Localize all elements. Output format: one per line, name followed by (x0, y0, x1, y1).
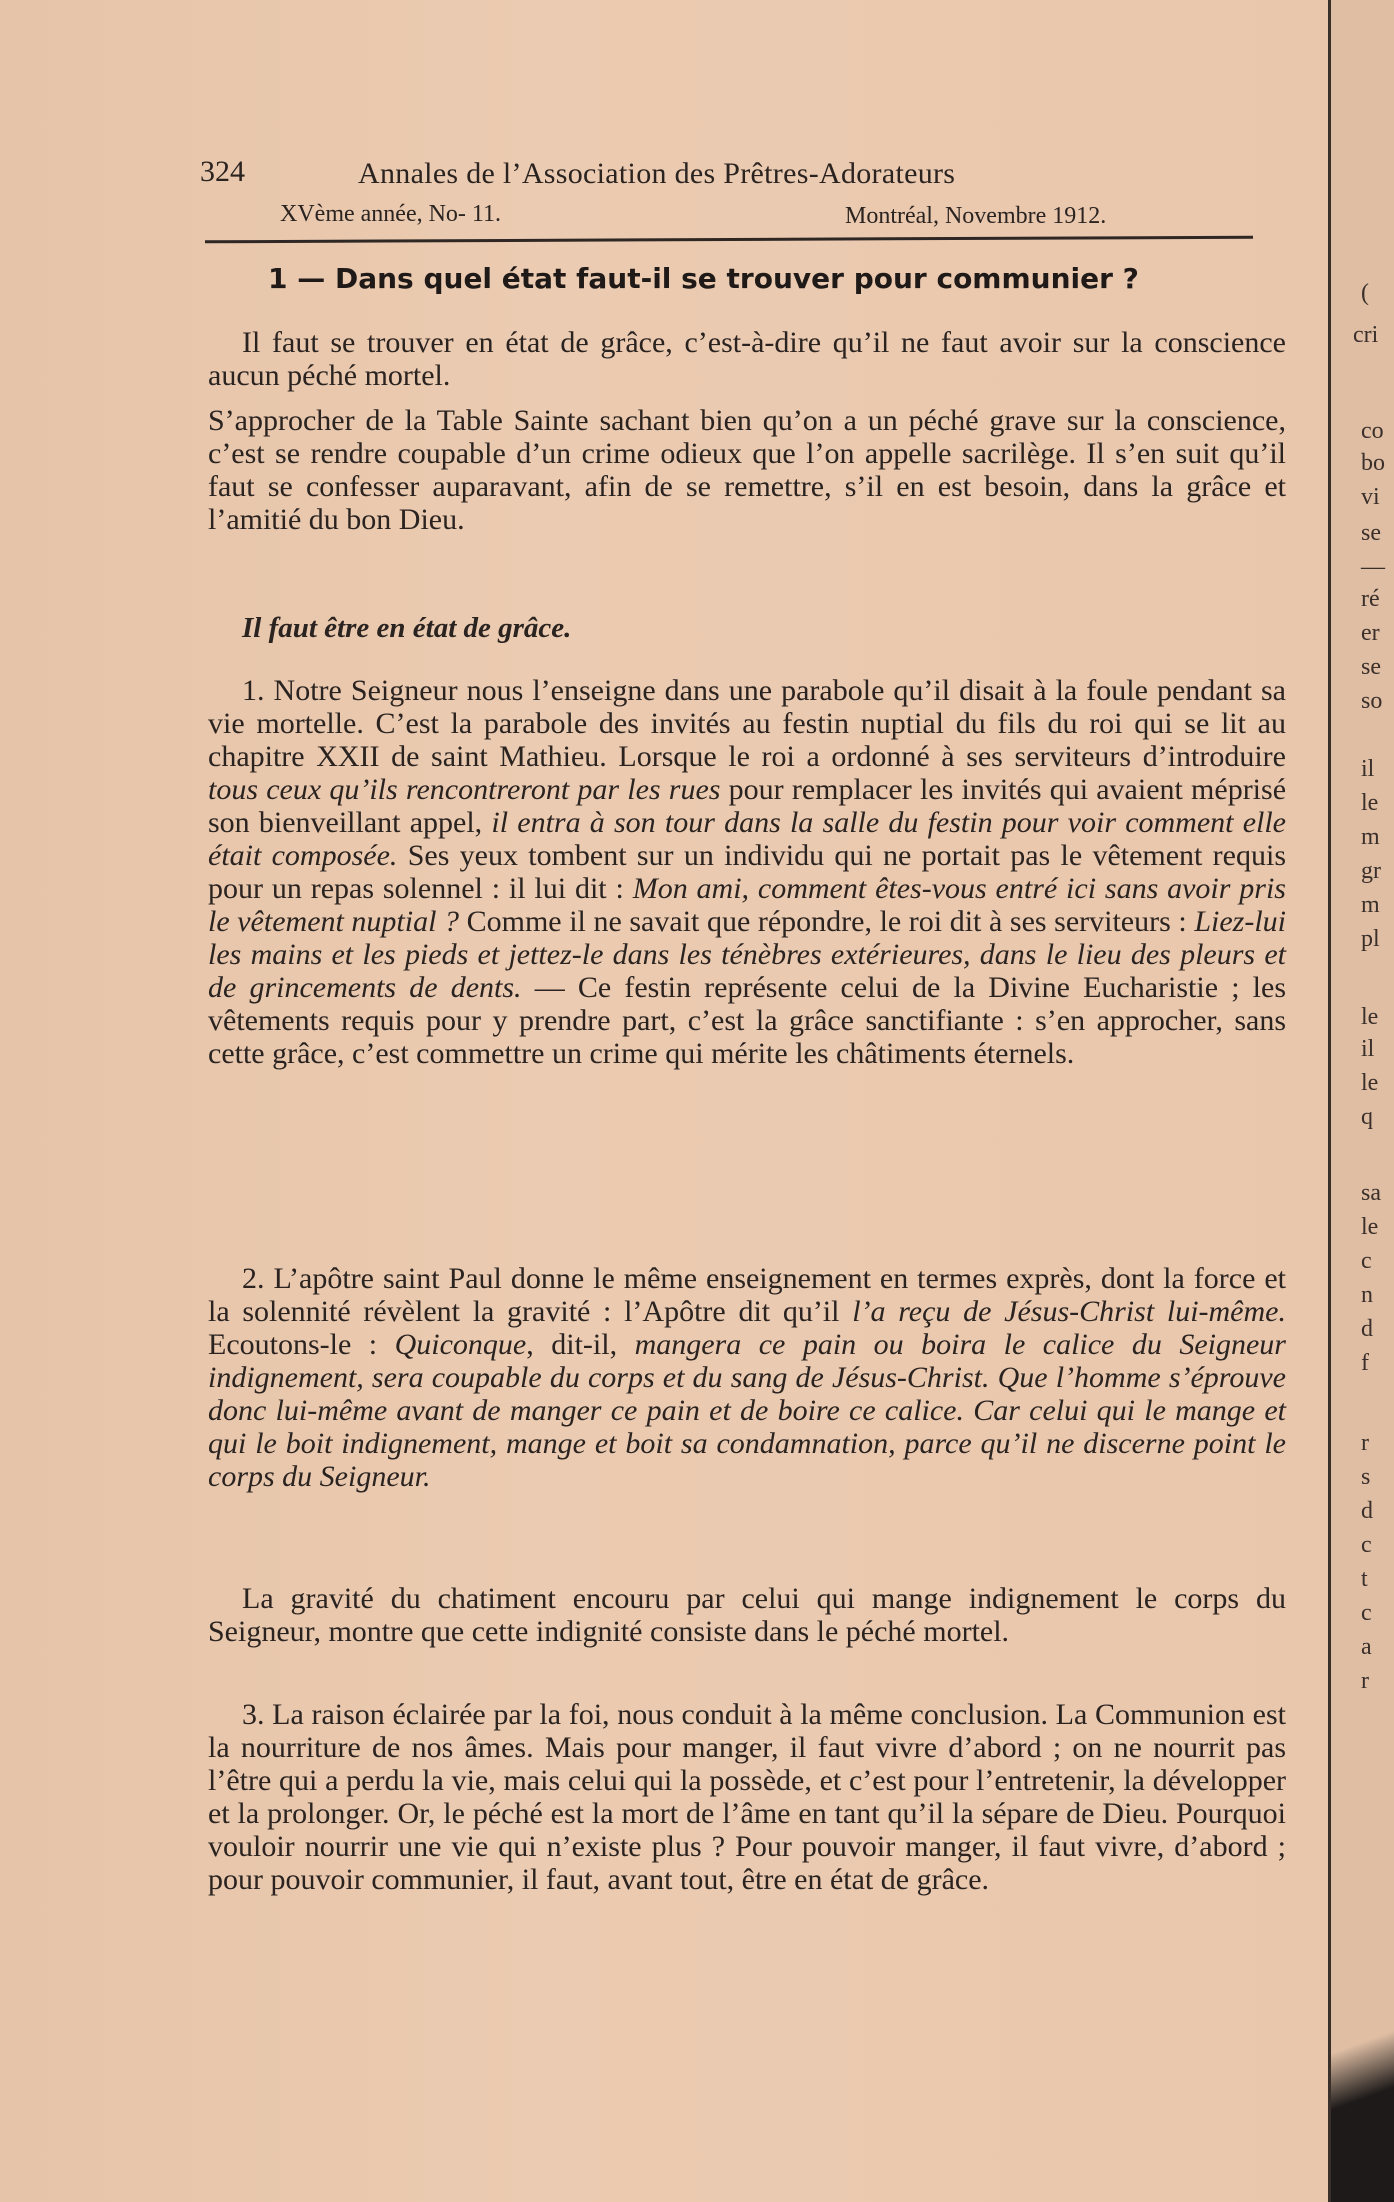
facing-fragment: gr (1361, 858, 1381, 884)
section-heading: 1 — Dans quel état faut-il se trouver pour communier ? (268, 262, 1139, 295)
facing-fragment: co (1361, 418, 1384, 444)
journal-title: Annales de l’Association des Prêtres-Adorateurs (358, 157, 956, 190)
text-run: Comme il ne savait que répondre, le roi dit à ses serviteurs : (459, 905, 1195, 938)
facing-fragment: ( (1361, 280, 1369, 306)
facing-fragment: sa (1361, 1180, 1381, 1206)
facing-fragment: r (1361, 1430, 1369, 1456)
facing-fragment: se (1361, 654, 1381, 680)
italic-run: tous ceux qu’ils rencontreront par les rues (208, 773, 721, 806)
facing-fragment: le (1361, 1070, 1379, 1096)
facing-fragment: ré (1361, 586, 1380, 612)
facing-fragment: cri (1353, 322, 1379, 348)
facing-fragment: er (1361, 620, 1380, 646)
paragraph-parable (208, 674, 1286, 1070)
text-run: pour remplacer les invités qui avaient méprisé son bienveillant appel, (208, 773, 1287, 839)
header-rule (205, 236, 1253, 244)
facing-fragment: vi (1361, 484, 1380, 510)
facing-fragment: s (1361, 1464, 1371, 1490)
italic-run: Liez-lui les mains et les pieds et jettez-le dans les ténèbres extérieures, dans le lieu des pleurs et de grincements de dents. (208, 905, 1286, 1004)
facing-fragment: f (1361, 1350, 1369, 1376)
facing-fragment: le (1361, 790, 1379, 816)
facing-fragment: pl (1361, 926, 1380, 952)
text-run: 2. L’apôtre saint Paul donne le même enseignement en termes exprès, dont la force et la solennité révèlent la gravité : l’Apôtre dit qu’il (208, 1262, 1286, 1328)
facing-fragment: r (1361, 1668, 1369, 1694)
issue-number: XVème année, No- 11. (280, 201, 502, 227)
page-corner-shadow (1331, 1942, 1394, 2202)
facing-fragment: d (1361, 1498, 1373, 1524)
facing-fragment: q (1361, 1104, 1373, 1130)
text-run: — Ce festin représente celui de la Divine Eucharistie ; les vêtements requis pour y prendre part, c’est la grâce sanctifiante : s’en approcher, sans cette grâce, c’est commettre un crime qui mérite les châtiments éternels. (208, 971, 1287, 1070)
text-run: Ses yeux tombent sur un individu qui ne portait pas le vêtement requis pour un repas solennel : il lui dit : (208, 839, 1286, 905)
facing-fragment: c (1361, 1532, 1372, 1558)
paragraph-2: S’approcher de la Table Sainte sachant bien qu’on a un péché grave sur la conscience, c’est se rendre coupable d’un crime odieux que l’on appelle sacrilège. Il s’en suit qu’il faut se confesser auparavant, afin de se remettre, s’il en est besoin, dans la grâce et l’amitié du bon Dieu. (208, 404, 1286, 536)
facing-fragment: d (1361, 1316, 1373, 1342)
italic-run: il entra à son tour dans la salle du festin pour voir comment elle était composée. (208, 806, 1286, 872)
paragraph-reason: 3. La raison éclairée par la foi, nous conduit à la même conclusion. La Communion est la nourriture de nos âmes. Mais pour manger, il faut vivre d’abord ; on ne nourrit pas l’être qui a perdu la vie, mais celui qui la possède, et c’est pour l’entretenir, la développer et la prolonger. Or, le péché est la mort de l’âme en tant qu’il la sépare de Dieu. Pourquoi vouloir nourrir une vie qui n’existe plus ? Pour pouvoir manger, il faut vivre, d’abord ; pour pouvoir communier, il faut, avant tout, être en état de grâce. (208, 1698, 1286, 1896)
facing-fragment: a (1361, 1634, 1372, 1660)
paragraph-saint-paul (208, 1262, 1286, 1493)
text-run: Ecoutons-le : (208, 1328, 395, 1361)
facing-fragment: so (1361, 688, 1383, 714)
text-run: , dit-il, (526, 1328, 635, 1361)
italic-run: Mon ami, comment êtes-vous entré ici sans avoir pris le vêtement nuptial ? (208, 872, 1286, 938)
facing-fragment: c (1361, 1248, 1372, 1274)
facing-fragment: m (1361, 824, 1380, 850)
facing-fragment: le (1361, 1004, 1379, 1030)
facing-fragment: c (1361, 1600, 1372, 1626)
facing-fragment: le (1361, 1214, 1379, 1240)
page-number: 324 (200, 155, 245, 188)
italic-run: Quiconque (394, 1328, 527, 1361)
facing-fragment: se (1361, 520, 1381, 546)
paragraph-gravity: La gravité du chatiment encouru par celui qui mange indignement le corps du Seigneur, montre que cette indignité consiste dans le péché mortel. (208, 1582, 1286, 1648)
facing-fragment: n (1361, 1282, 1373, 1308)
text-run: 1. Notre Seigneur nous l’enseigne dans une parabole qu’il disait à la foule pendant sa vie mortelle. C’est la parabole des invités au festin nuptial du fils du roi qui se lit au chapitre XXII de saint Mathieu. Lorsque le roi a ordonné à ses serviteurs d’introduire (208, 674, 1286, 773)
italic-run: mangera ce pain ou boira le calice du Seigneur indignement, sera coupable du corps et du sang de Jésus-Christ. Que l’homme s’éprouve donc lui-même avant de manger ce pain et de boire ce calice. Car celui qui le mange et qui le boit indignement, mange et boit sa condamnation, parce qu’il ne discerne point le corps du Seigneur. (208, 1328, 1286, 1493)
facing-fragment: bo (1361, 450, 1385, 476)
facing-page-edge (1331, 0, 1394, 2202)
facing-fragment: — (1361, 554, 1385, 580)
facing-fragment: il (1361, 1036, 1375, 1062)
subheading: Il faut être en état de grâce. (242, 612, 572, 644)
place-date: Montréal, Novembre 1912. (845, 203, 1107, 229)
italic-run: l’a reçu de Jésus-Christ lui-même. (852, 1295, 1286, 1328)
paragraph-1: Il faut se trouver en état de grâce, c’est-à-dire qu’il ne faut avoir sur la conscience aucun péché mortel. (208, 326, 1286, 392)
facing-fragment: m (1361, 892, 1380, 918)
facing-fragment: il (1361, 756, 1375, 782)
facing-fragment: t (1361, 1566, 1368, 1592)
